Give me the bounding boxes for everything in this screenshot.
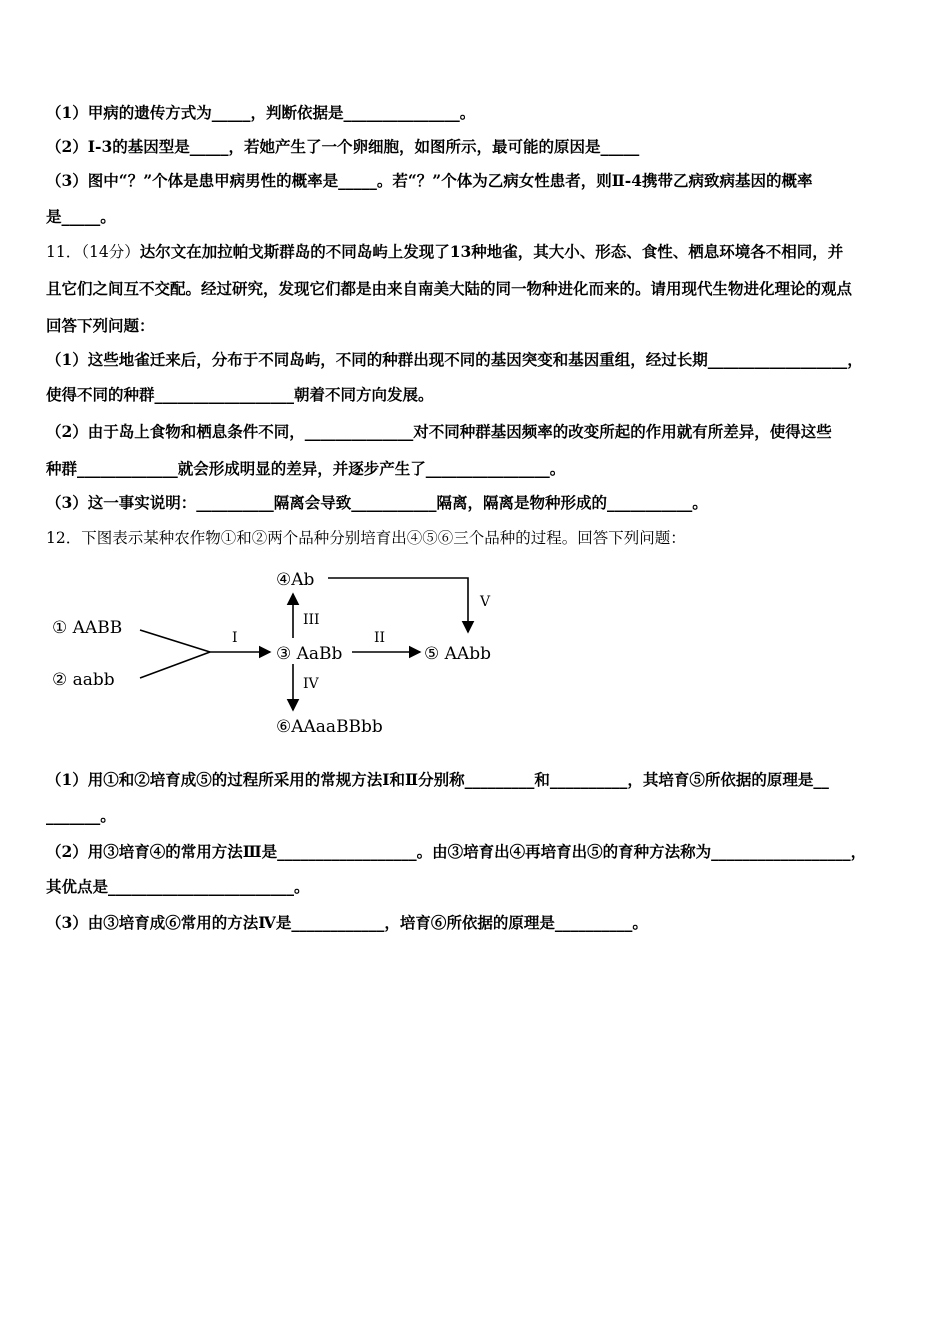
q11-part1-line2: 使得不同的种群__________________朝着不同方向发展。 — [46, 385, 434, 404]
q11-stem-line3: 回答下列问题： — [46, 316, 155, 335]
q10-part2: （2）Ⅰ-3的基因型是_____，若她产生了一个卵细胞，如图所示，最可能的原因是_____ — [46, 137, 640, 156]
cross-line-lower — [140, 652, 210, 678]
q11-stem-line1 — [46, 242, 916, 262]
node-5-aabb: ⑤ AAbb — [424, 644, 491, 664]
label-II: II — [374, 630, 386, 646]
label-V: V — [480, 594, 491, 610]
q11-part2-line1: （2）由于岛上食物和栖息条件不同，______________对不同种群基因频率的改变所起的作用就有所差异，使得这些 — [46, 422, 832, 441]
q12-stem: 12．下图表示某种农作物①和②两个品种分别培育出④⑤⑥三个品种的过程。回答下列问题： — [46, 529, 686, 547]
q12-part1-line1: （1）用①和②培育成⑤的过程所采用的常规方法Ⅰ和Ⅱ分别称_________和__________，其培育⑤所依据的原理是__ — [46, 770, 829, 789]
q11-stem-text: 达尔文在加拉帕戈斯群岛的不同岛屿上发现了13种地雀，其大小、形态、食性、栖息环境各不相同，并 — [139, 242, 844, 261]
q11-part1-line1: （1）这些地雀迁来后，分布于不同岛屿，不同的种群出现不同的基因突变和基因重组，经过长期__________________， — [46, 350, 863, 369]
arrow-V — [328, 578, 468, 632]
cross-line-upper — [140, 630, 210, 652]
q11-number: 11．（14分） — [46, 243, 140, 261]
breeding-diagram — [40, 560, 520, 750]
q12-part2-line1: （2）用③培育④的常用方法Ⅲ是__________________。由③培育出④再培育出⑤的育种方法称为__________________， — [46, 842, 867, 861]
q12-part3: （3）由③培育成⑥常用的方法Ⅳ是____________，培育⑥所依据的原理是__________。 — [46, 913, 648, 932]
q10-part3-line1: （3）图中“？”个体是患甲病男性的概率是_____。若“？”个体为乙病女性患者，则Ⅱ-4携带乙病致病基因的概率 — [46, 171, 813, 190]
q12-part2-line2: 其优点是________________________。 — [46, 877, 310, 896]
q10-part3-line2: 是_____。 — [46, 207, 116, 226]
q12-part1-line2: _______。 — [46, 806, 116, 825]
node-3-aabb: ③ AaBb — [276, 644, 343, 664]
q11-stem-line2: 且它们之间互不交配。经过研究，发现它们都是由来自南美大陆的同一物种进化而来的。请用现代生物进化理论的观点 — [46, 279, 853, 298]
node-4-ab: ④Ab — [276, 570, 315, 590]
q11-part3: （3）这一事实说明：__________隔离会导致___________隔离，隔离是物种形成的___________。 — [46, 493, 708, 512]
label-III: III — [303, 612, 320, 628]
label-I: I — [232, 630, 238, 646]
node-6-aaaabbbb: ⑥AAaaBBbb — [276, 717, 383, 737]
q11-part2-line2: 种群_____________就会形成明显的差异，并逐步产生了________________。 — [46, 459, 566, 478]
node-2-aabb: ② aabb — [52, 670, 115, 690]
label-IV: IV — [303, 676, 319, 692]
q10-part1: （1）甲病的遗传方式为_____，判断依据是_______________。 — [46, 103, 476, 122]
node-1-aabb: ① AABB — [52, 618, 123, 638]
